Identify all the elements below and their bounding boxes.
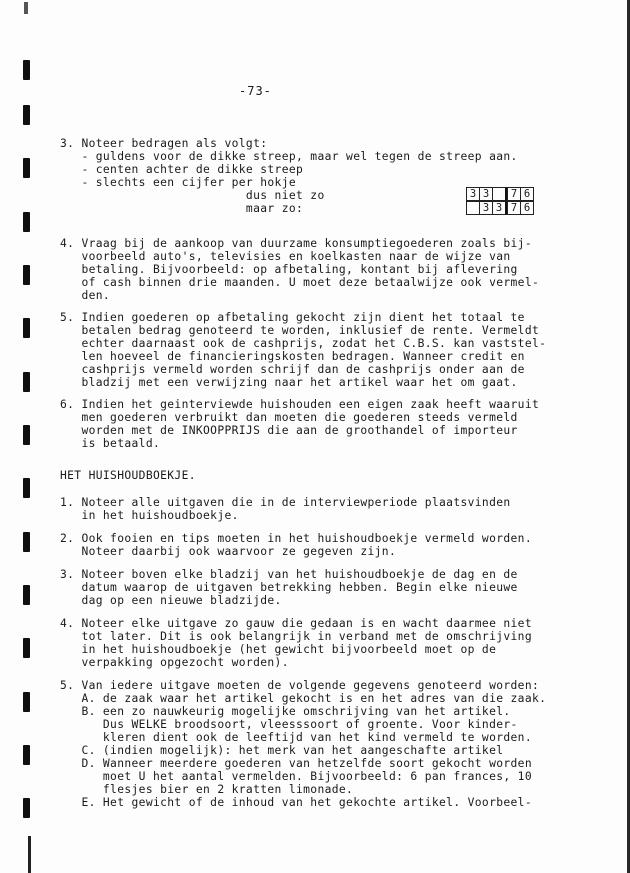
text-line: cashprijs vermeld worden schrijf dan de cashprijs onder aan de: [60, 363, 525, 376]
text-line: Dus WELKE broodsoort, vleesssoort of groente. Voor kinder-: [60, 718, 518, 731]
text-line: len hoeveel de financieringskosten bedragen. Wanneer credit en: [60, 350, 525, 363]
sub-item-d: D. Wanneer meerdere goederen van hetzelfde soort gekocht worden: [60, 757, 532, 770]
text-line: datum waarop de uitgaven betrekking hebben. Begin elke nieuwe: [60, 581, 518, 594]
hb-item-1: 1. Noteer alle uitgaven die in de interviewperiode plaatsvinden: [60, 496, 511, 509]
text-line: kleren dient ook de leeftijd van het kind vermeld te worden.: [60, 731, 532, 744]
text-line: betalen bedrag genoteerd te worden, inklusief de rente. Vermeldt: [60, 324, 540, 337]
text-line: dag op een nieuwe bladzijde.: [60, 594, 282, 607]
sub-item-a: A. de zaak waar het artikel gekocht is en het adres van die zaak.: [60, 692, 547, 705]
digit-box: 3: [492, 201, 508, 215]
section-heading: HET HUISHOUDBOEKJE.: [60, 469, 196, 482]
text-line: verpakking opgezocht worden).: [60, 656, 289, 669]
text-line: - slechts een cijfer per hokje: [60, 176, 296, 189]
digit-boxes-wrong: [467, 187, 534, 201]
digit-box: 3: [479, 187, 493, 201]
binding-rule: [28, 836, 31, 873]
scan-mark: [24, 2, 28, 14]
sub-item-b: B. een zo nauwkeurig mogelijke omschrijving van het artikel.: [60, 705, 511, 718]
text-line: of cash binnen drie maanden. U moet deze betaalwijze ook vermel-: [60, 276, 540, 289]
digit-box: 3: [466, 187, 480, 201]
text-line: is betaald.: [60, 437, 161, 450]
text-line: flesjes bier en 2 kratten limonade.: [60, 783, 354, 796]
sub-item-c: C. (indien mogelijk): het merk van het aangeschafte artikel: [60, 744, 504, 757]
page-number: -73-: [239, 84, 272, 98]
hb-item-5: 5. Van iedere uitgave moeten de volgende gegevens genoteerd worden:: [60, 679, 540, 692]
example-label-right: maar zo:: [60, 202, 304, 215]
text-line: in het huishoudboekje (het gewicht bijvoorbeeld moet op de: [60, 643, 497, 656]
digit-box: 6: [520, 201, 534, 215]
digit-box: 7: [507, 201, 521, 215]
hb-item-4: 4. Noteer elke uitgave zo gauw die gedaan is en wacht daarmee niet: [60, 617, 532, 630]
sub-item-e: E. Het gewicht of de inhoud van het gekochte artikel. Voorbeel-: [60, 796, 532, 809]
digit-box: 6: [520, 187, 534, 201]
text-line: in het huishoudboekje.: [60, 509, 239, 522]
hb-item-3: 3. Noteer boven elke bladzij van het huishoudboekje de dag en de: [60, 568, 518, 581]
digit-boxes-right: [467, 201, 534, 215]
text-line: - guldens voor de dikke streep, maar wel tegen de streep aan.: [60, 150, 518, 163]
item-5: 5. Indien goederen op afbetaling gekocht zijn dient het totaal te: [60, 311, 525, 324]
digit-box: 7: [507, 187, 521, 201]
digit-box: [492, 187, 508, 201]
item-3-heading: 3. Noteer bedragen als volgt:: [60, 137, 268, 150]
text-line: moet U het aantal vermelden. Bijvoorbeeld: 6 pan frances, 10: [60, 770, 532, 783]
text-line: worden met de INKOOPPRIJS die aan de groothandel of importeur: [60, 424, 518, 437]
digit-box: 3: [479, 201, 493, 215]
text-line: bladzij met een verwijzing naar het artikel waar het om gaat.: [60, 376, 518, 389]
item-4: 4. Vraag bij de aankoop van duurzame konsumptiegoederen zoals bij-: [60, 237, 532, 250]
item-6: 6. Indien het geinterviewde huishouden een eigen zaak heeft waaruit: [60, 398, 540, 411]
hb-item-2: 2. Ook fooien en tips moeten in het huishoudboekje vermeld worden.: [60, 532, 532, 545]
text-line: echter daarnaast ook de cashprijs, zodat het C.B.S. kan vaststel-: [60, 337, 547, 350]
text-line: men goederen verbruikt dan moeten die goederen steeds vermeld: [60, 411, 518, 424]
text-line: - centen achter de dikke streep: [60, 163, 304, 176]
text-line: betaling. Bijvoorbeeld: op afbetaling, kontant bij aflevering: [60, 263, 518, 276]
text-line: Noteer daarbij ook waarvoor ze gegeven zijn.: [60, 545, 397, 558]
text-line: voorbeeld auto's, televisies en koelkasten naar de wijze van: [60, 250, 511, 263]
text-line: den.: [60, 289, 111, 302]
digit-box: [466, 201, 480, 215]
text-line: tot later. Dit is ook belangrijk in verband met de omschrijving: [60, 630, 532, 643]
example-label-wrong: dus niet zo: [60, 189, 325, 202]
